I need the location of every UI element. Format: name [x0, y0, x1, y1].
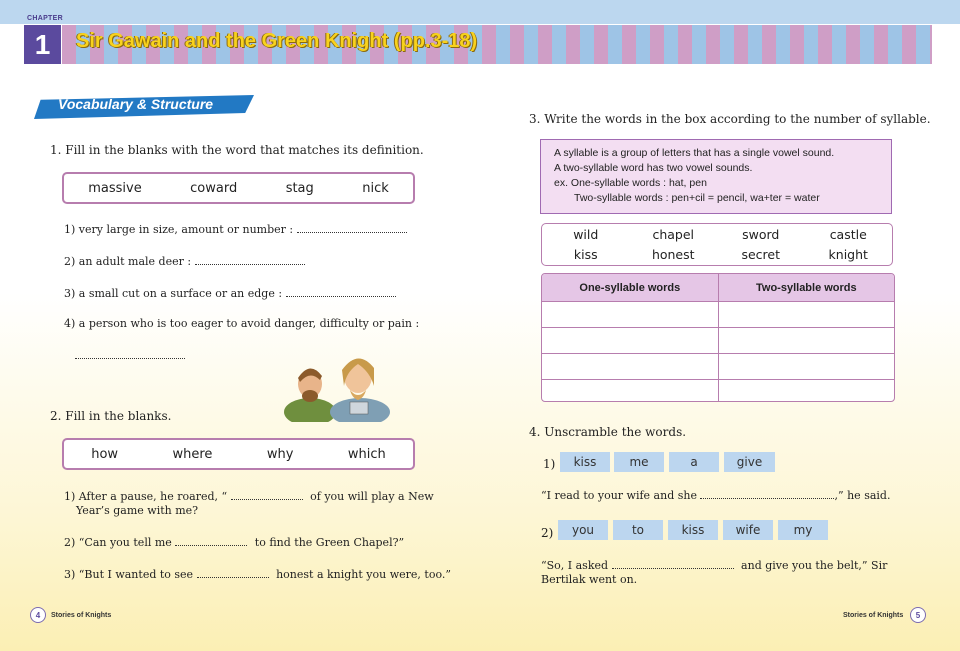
q3-word-grid — [541, 223, 893, 266]
q4-sentence-2 — [541, 558, 887, 572]
q3-word: secret — [741, 247, 781, 263]
chapter-title: Sir Gawain and the Green Knight (pp.3-18) — [76, 30, 478, 52]
note-line: A two-syllable word has two vowel sounds. — [554, 162, 753, 174]
q2-word-box — [62, 438, 415, 470]
q2-item-text: 1) After a pause, he roared, “ — [64, 490, 228, 503]
sentence-text: “So, I asked — [541, 559, 609, 572]
table-cell[interactable] — [718, 302, 894, 328]
q3-word: castle — [829, 226, 867, 242]
q2-item-text: 3) “But I wanted to see — [64, 568, 194, 581]
note-line: Two-syllable words : pen+cil = pencil, wa+ter = water — [574, 192, 820, 204]
word-tile[interactable]: my — [778, 520, 828, 540]
q3-word: honest — [651, 247, 695, 263]
q3-word: chapel — [652, 226, 695, 242]
word-tile[interactable]: kiss — [668, 520, 718, 540]
table-cell[interactable] — [542, 353, 718, 379]
table-cell[interactable] — [542, 302, 718, 328]
q1-item-text: 3) a small cut on a surface or an edge : — [64, 287, 283, 300]
section-label: Vocabulary & Structure — [58, 96, 214, 112]
q1-item-text: 1) very large in size, amount or number : — [64, 223, 294, 236]
answer-blank[interactable] — [231, 489, 303, 500]
table-cell[interactable] — [718, 379, 894, 401]
page-number-left: 4 — [30, 607, 46, 623]
answer-blank[interactable] — [197, 567, 269, 578]
col-two-syllable: Two-syllable words — [718, 274, 894, 302]
answer-blank[interactable] — [195, 254, 305, 265]
table-cell[interactable] — [542, 379, 718, 401]
q4-label-1: 1) — [543, 457, 556, 471]
q2-item-text: of you will play a New — [310, 490, 434, 503]
q2-prompt: 2. Fill in the blanks. — [50, 409, 172, 423]
q3-word: sword — [742, 226, 780, 242]
q2-item — [64, 567, 451, 581]
q1-item-text: 2) an adult male deer : — [64, 255, 192, 268]
q1-item-text: 4) a person who is too eager to avoid danger, difficulty or pain : — [64, 317, 420, 330]
sentence-text: ,” he said. — [834, 489, 891, 502]
q4-prompt: 4. Unscramble the words. — [529, 425, 687, 439]
q1-word: nick — [362, 180, 389, 196]
answer-blank[interactable] — [286, 286, 396, 297]
word-tile[interactable]: you — [558, 520, 608, 540]
word-tile[interactable]: a — [669, 452, 719, 472]
col-one-syllable: One-syllable words — [542, 274, 718, 302]
answer-blank[interactable] — [700, 488, 834, 499]
q1-item — [64, 222, 407, 236]
word-tile[interactable]: wife — [723, 520, 773, 540]
q2-word: why — [266, 446, 294, 462]
top-bar — [0, 0, 960, 24]
q4-sentence-1 — [541, 488, 890, 502]
q4-label-2: 2) — [541, 526, 554, 540]
q2-item-cont: Year’s game with me? — [76, 504, 199, 517]
word-tile[interactable]: me — [614, 452, 664, 472]
q2-item — [64, 489, 434, 503]
answer-blank[interactable] — [75, 348, 185, 359]
table-cell[interactable] — [718, 353, 894, 379]
q1-word-box — [62, 172, 415, 204]
q1-prompt: 1. Fill in the blanks with the word that matches its definition. — [50, 143, 424, 157]
q1-word: coward — [190, 180, 238, 196]
q1-item — [64, 317, 419, 330]
note-line: ex. One-syllable words : hat, pen — [554, 177, 707, 189]
q3-word: wild — [573, 226, 599, 242]
chapter-number: 1 — [24, 25, 61, 64]
q3-word: knight — [828, 247, 868, 263]
q2-item — [64, 535, 404, 549]
syllable-note — [540, 139, 892, 214]
note-line: A syllable is a group of letters that has a single vowel sound. — [554, 147, 835, 159]
q3-word: kiss — [573, 247, 598, 263]
q2-item-text: 2) “Can you tell me — [64, 536, 172, 549]
answer-blank[interactable] — [612, 558, 734, 569]
q2-word: which — [347, 446, 386, 462]
q1-word: stag — [285, 180, 314, 196]
footer-text-left: Stories of Knights — [51, 612, 112, 619]
q1-word: massive — [88, 180, 142, 196]
q4-sentence-2-cont: Bertilak went on. — [541, 573, 638, 586]
table-cell[interactable] — [542, 327, 718, 353]
syllable-table — [541, 273, 895, 402]
q3-prompt: 3. Write the words in the box according to the number of syllable. — [529, 112, 931, 126]
chapter-label: CHAPTER — [27, 15, 63, 22]
q1-item — [64, 286, 396, 300]
knights-illustration — [280, 350, 396, 422]
answer-blank[interactable] — [175, 535, 247, 546]
q2-word: how — [91, 446, 119, 462]
q2-word: where — [172, 446, 213, 462]
word-tile[interactable]: give — [724, 452, 775, 472]
word-tile[interactable]: to — [613, 520, 663, 540]
sentence-text: and give you the belt,” Sir — [741, 559, 888, 572]
q1-item — [64, 254, 305, 268]
table-cell[interactable] — [718, 327, 894, 353]
q2-item-text: to find the Green Chapel?” — [254, 536, 405, 549]
q2-item-text: honest a knight you were, too.” — [276, 568, 452, 581]
word-tile[interactable]: kiss — [560, 452, 610, 472]
sentence-text: “I read to your wife and she — [541, 489, 697, 502]
answer-blank[interactable] — [297, 222, 407, 233]
footer-text-right: Stories of Knights — [843, 612, 904, 619]
page-number-right: 5 — [910, 607, 926, 623]
